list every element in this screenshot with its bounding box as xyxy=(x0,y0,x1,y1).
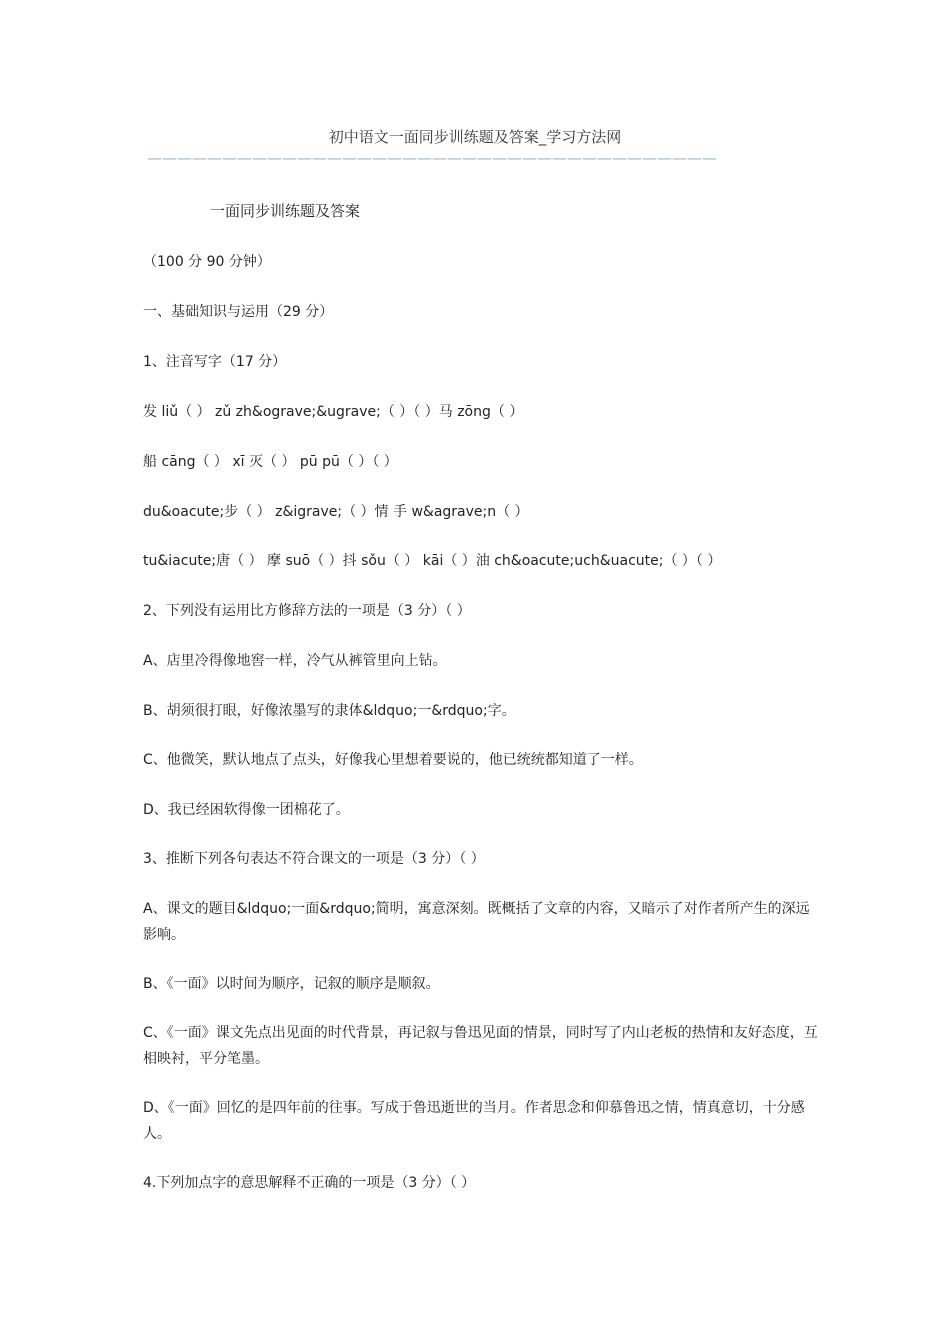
question-3-option-c: C、《一面》课文先点出见面的时代背景，再记叙与鲁迅见面的情景，同时写了内山老板的热情和友好态度，互相映衬，平分笔墨。 xyxy=(143,1025,818,1067)
question-2-option-a: A、店里冷得像地窖一样，冷气从裤管里向上钻。 xyxy=(143,653,447,669)
pinyin-line-3: du&oacute;步（ ） z&igrave;（ ）情 手 w&agrave;n（ ） xyxy=(143,504,529,520)
question-2-option-c: C、他微笑，默认地点了点头，好像我心里想着要说的，他已统统都知道了一样。 xyxy=(143,752,643,768)
score-time-line: （100 分 90 分钟） xyxy=(143,254,271,270)
pinyin-line-1: 发 liǔ（ ） zǔ zh&ograve;&ugrave;（ ）（ ）马 zōng（ ） xyxy=(143,404,524,420)
question-2-option-b: B、胡须很打眼，好像浓墨写的隶体&ldquo;一&rdquo;字。 xyxy=(143,703,516,719)
document-title: 一面同步训练题及答案 xyxy=(210,202,361,220)
question-3: 3、推断下列各句表达不符合课文的一项是（3 分）（ ） xyxy=(143,851,485,867)
question-2: 2、下列没有运用比方修辞方法的一项是（3 分）（ ） xyxy=(143,603,471,619)
question-3-option-a: A、课文的题目&ldquo;一面&rdquo;简明，寓意深刻。既概括了文章的内容，又暗示了对作者所产生的深远影响。 xyxy=(143,901,810,943)
pinyin-line-2: 船 cāng（ ） xī 灭（ ） pū pū（ ）（ ） xyxy=(143,454,398,470)
question-2-option-d: D、我已经困软得像一团棉花了。 xyxy=(143,802,350,818)
section-heading: 一、基础知识与运用（29 分） xyxy=(143,304,334,320)
question-1: 1、注音写字（17 分） xyxy=(143,354,287,370)
header-divider: —————————————————————————————————————— xyxy=(147,149,717,167)
question-3-option-b: B、《一面》以时间为顺序，记叙的顺序是顺叙。 xyxy=(143,976,440,992)
pinyin-line-4: tu&iacute;唐（ ） 摩 suō（ ）抖 sǒu（ ） kāi（ ）油 ch&oacute;uch&uacute;（ ）（ ） xyxy=(143,553,722,569)
page-header-title: 初中语文一面同步训练题及答案_学习方法网 xyxy=(328,128,622,146)
question-4: 4.下列加点字的意思解释不正确的一项是（3 分）（ ） xyxy=(143,1175,476,1191)
question-3-option-d: D、《一面》回忆的是四年前的往事。写成于鲁迅逝世的当月。作者思念和仰慕鲁迅之情，情真意切，十分感人。 xyxy=(143,1100,805,1142)
